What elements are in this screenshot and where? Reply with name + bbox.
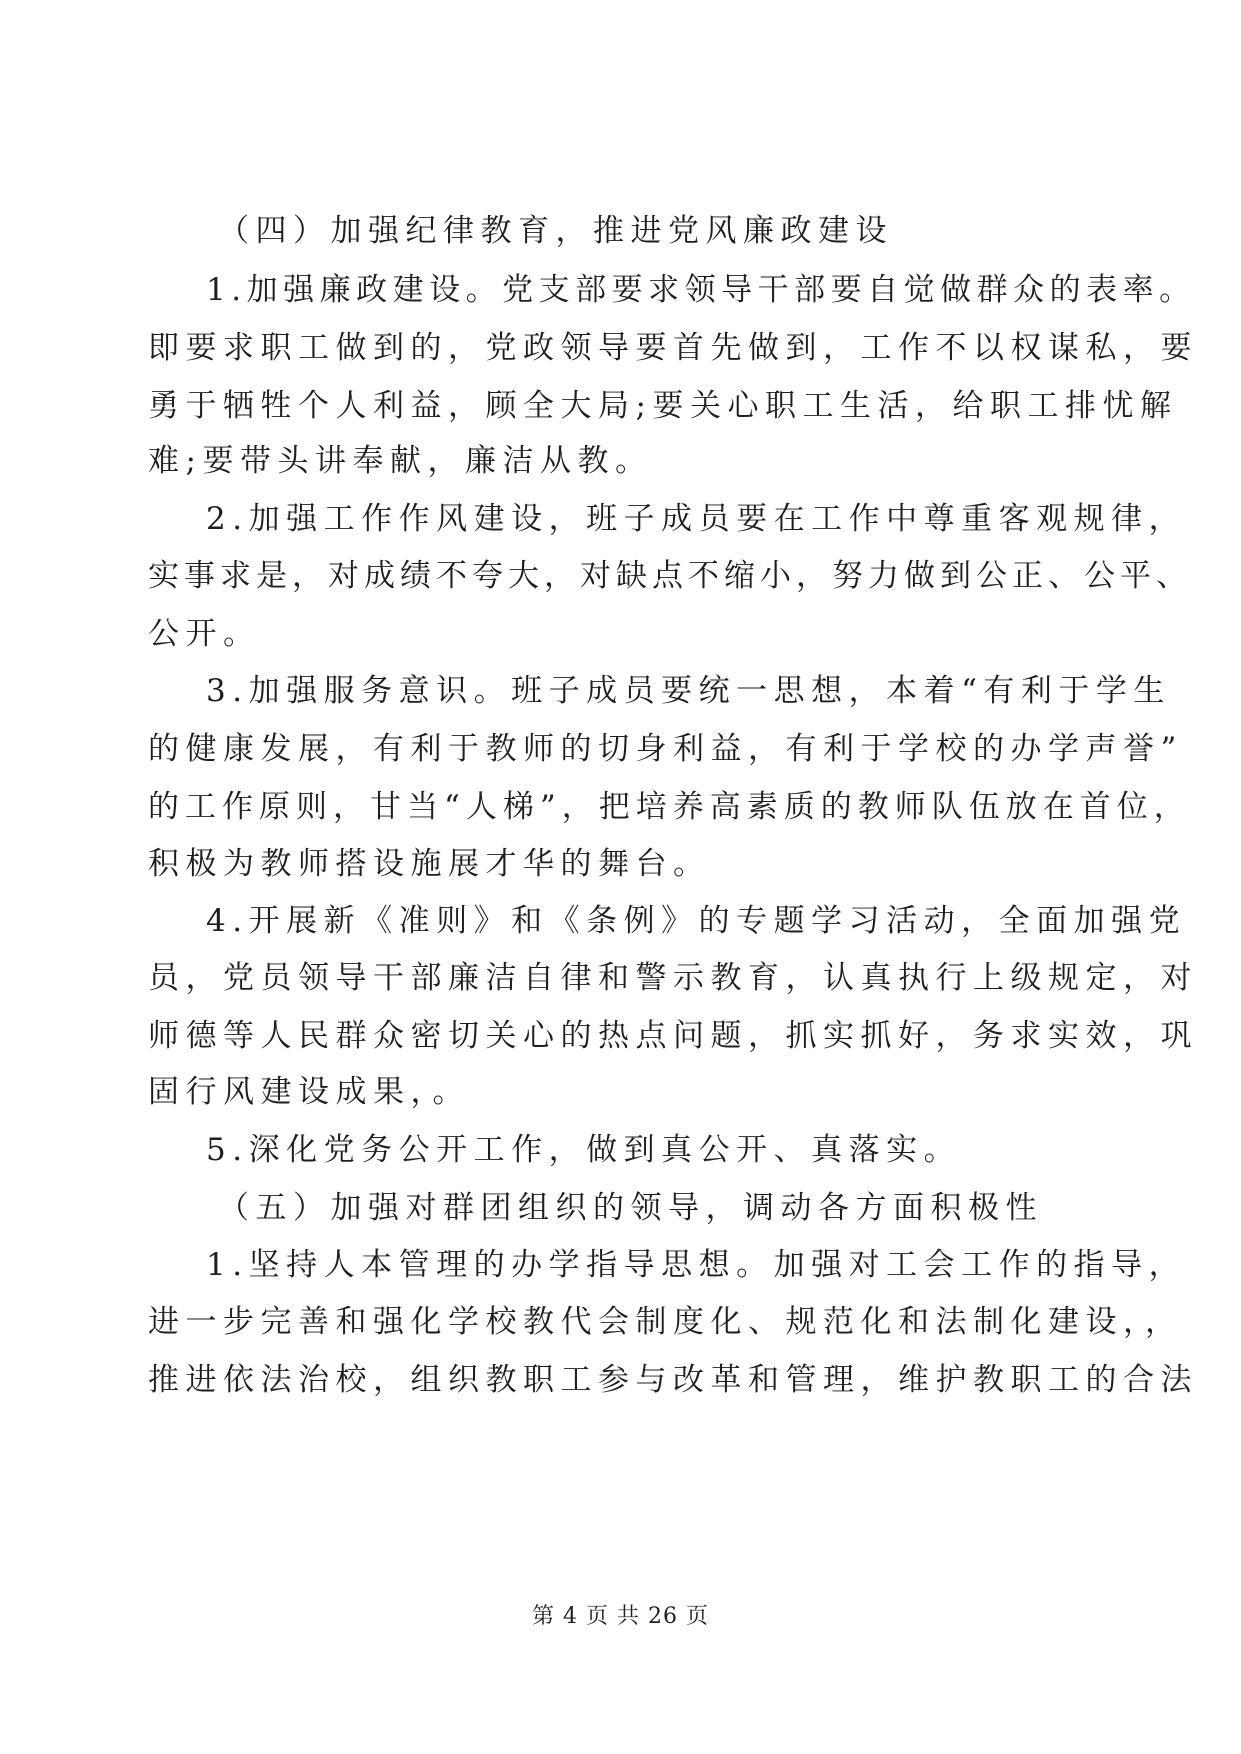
paragraph-line: 实事求是，对成绩不夸大，对缺点不缩小，努力做到公正、公平、 [148,558,1192,594]
paragraph-line: 师德等人民群众密切关心的热点问题，抓实抓好，务求实效，巩 [148,1018,1198,1054]
paragraph-line: 的工作原则，甘当“人梯”，把培养高素质的教师队伍放在首位， [148,789,1191,825]
paragraph-line: 进一步完善和强化学校教代会制度化、规范化和法制化建设，， [148,1304,1183,1340]
paragraph-line: 勇于牺牲个人利益，顾全大局;要关心职工生活，给职工排忧解 [148,388,1178,424]
paragraph-line: 员，党员领导干部廉洁自律和警示教育，认真执行上级规定，对 [148,960,1198,996]
paragraph-line: 4.开展新《准则》和《条例》的专题学习活动，全面加强党 [206,903,1187,939]
paragraph-line: 公开。 [148,616,261,652]
section-heading-four: （四）加强纪律教育，推进党风廉政建设 [218,213,893,249]
page-number-footer: 第 4 页 共 26 页 [532,1604,709,1629]
paragraph-line: 难;要带头讲奉献，廉洁从教。 [148,443,653,479]
paragraph-line: 5.深化党务公开工作，做到真公开、真落实。 [206,1132,962,1168]
paragraph-line: 3.加强服务意识。班子成员要统一思想，本着“有利于学生 [206,673,1171,709]
paragraph-line: 的健康发展，有利于教师的切身利益，有利于学校的办学声誉” [148,731,1183,767]
paragraph-line: 1.坚持人本管理的办学指导思想。加强对工会工作的指导， [206,1247,1187,1283]
paragraph-line: 2.加强工作作风建设，班子成员要在工作中尊重客观规律， [206,501,1187,537]
paragraph-line: 推进依法治校，组织教职工参与改革和管理，维护教职工的合法 [148,1362,1198,1398]
section-heading-five: （五）加强对群团组织的领导，调动各方面积极性 [218,1190,1043,1226]
paragraph-line: 积极为教师搭设施展才华的舞台。 [148,846,711,882]
paragraph-line: 固行风建设成果，。 [148,1074,470,1110]
paragraph-line: 1.加强廉政建设。党支部要求领导干部要自觉做群众的表率。 [206,272,1196,308]
paragraph-line: 即要求职工做到的，党政领导要首先做到，工作不以权谋私，要 [148,330,1198,366]
